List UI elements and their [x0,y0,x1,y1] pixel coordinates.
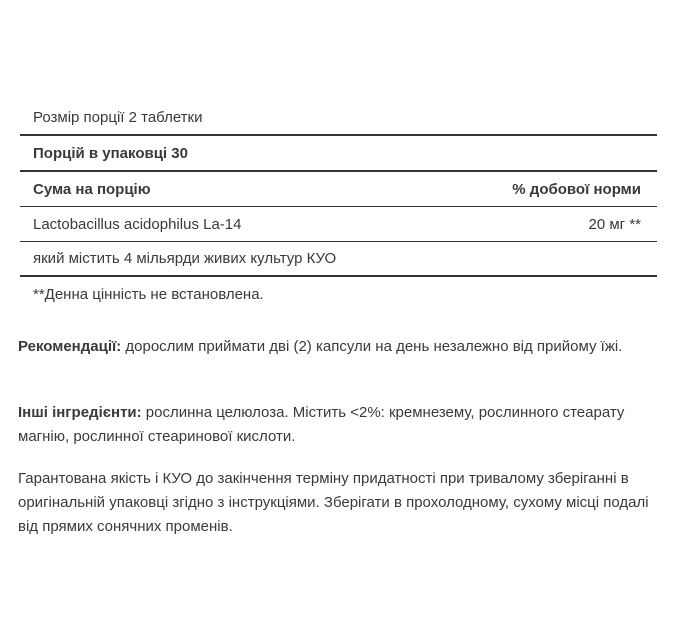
supplement-facts-table [20,100,657,311]
recommendations-text: дорослим приймати дві (2) капсули на день незалежно від прийому їжі. [121,338,623,355]
table-row [20,206,657,241]
ingredient-name: Lactobacillus acidophilus La-14 [33,215,242,233]
footnote: **Денна цінність не встановлена. [33,285,264,303]
table-header-row [20,170,657,206]
serving-size-row [20,100,657,134]
other-ingredients-text: рослинна целюлоза. Містить <2%: кремнезему, рослинного стеарату магнію, рослинної стеаринової кислоти. [18,404,625,445]
ingredient-amount: 20 мг ** [588,215,641,233]
amount-per-serving-label: Сума на порцію [33,180,151,198]
servings-per-container-row [20,134,657,170]
other-ingredients-label: Інші інгредієнти: [18,404,142,421]
ingredient-note: який містить 4 мільярди живих культур КУО [33,250,337,267]
recommendations-paragraph [18,335,658,359]
other-ingredients-paragraph [18,401,658,449]
serving-size: Розмір порції 2 таблетки [33,108,203,126]
servings-per-container: Порцій в упаковці 30 [33,144,188,162]
recommendations-label: Рекомендації: [18,338,122,355]
ingredient-note-row [20,241,657,275]
footnote-row [20,275,657,311]
daily-value-label: % добової норми [512,180,641,198]
guarantee-paragraph: Гарантована якість і КУО до закінчення терміну придатності при тривалому зберіганні в оригінальній упаковці згідно з інструкціями. Зберігати в прохолодному, сухому місці подалі від прямих сонячних променів. [18,470,649,535]
